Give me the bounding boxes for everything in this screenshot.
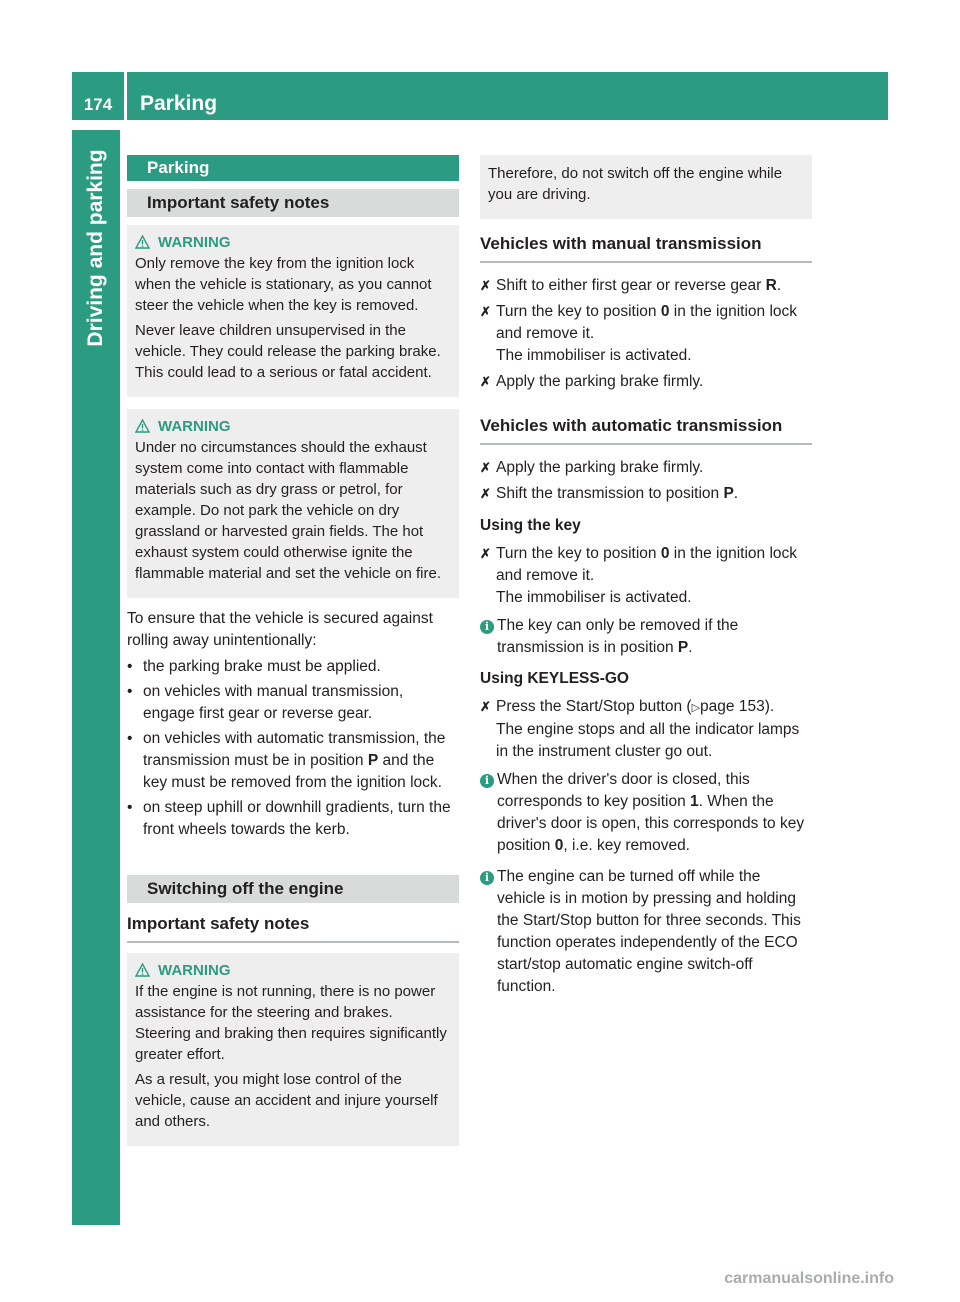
step-item: ✗ Apply the parking brake firmly.: [480, 457, 812, 479]
warning-text: Never leave children unsupervised in the vehicle. They could release the parking brake. This could lead to a serious or fatal accident.: [135, 322, 441, 381]
intro-text: To ensure that the vehicle is secured against rolling away unintentionally:: [127, 610, 433, 649]
warning-box-3: [127, 953, 459, 1146]
warning-triangle-icon: [135, 419, 150, 433]
step-arrow-icon: ✗: [480, 699, 491, 714]
chapter-tab-label: Driving and parking: [84, 148, 107, 347]
heading-automatic-transmission: Vehicles with automatic transmission: [480, 415, 812, 445]
warning-box-1: [127, 225, 459, 397]
warning-label: WARNING: [158, 234, 231, 251]
warning-triangle-icon: [135, 235, 150, 249]
heading-keyless-go: Using KEYLESS-GO: [480, 670, 629, 687]
heading-manual-transmission: Vehicles with manual transmission: [480, 233, 812, 263]
page-ref-arrow-icon: ▷: [691, 702, 701, 714]
info-icon: i: [480, 774, 494, 788]
warning-text: Under no circumstances should the exhaust system come into contact with flammable materials such as dry grass or petrol, for example. Do not park the vehicle on dry grassland or harvested grain fields. The hot exhaust system could otherwise ignite the flammable material and set the vehicle on fire.: [135, 439, 441, 582]
bullet-icon: •: [127, 799, 133, 816]
step-item: ✗ Shift the transmission to position P.: [480, 483, 812, 505]
warning-heading: [135, 417, 451, 437]
warning-text: If the engine is not running, there is no power assistance for the steering and brakes. Steering and braking then requires significantly greater effort.: [135, 983, 447, 1063]
left-column: [127, 155, 459, 1146]
list-item: • on steep uphill or downhill gradients, turn the front wheels towards the kerb.: [127, 797, 459, 841]
watermark: carmanualsonline.info: [724, 1270, 894, 1287]
list-item: • the parking brake must be applied.: [127, 656, 459, 678]
warning-triangle-icon: [135, 963, 150, 977]
warning-label: WARNING: [158, 962, 231, 979]
list-item: • on vehicles with manual transmission, engage first gear or reverse gear.: [127, 681, 459, 725]
heading-using-key: Using the key: [480, 517, 581, 534]
step-item: ✗ Turn the key to position 0 in the ignition lock and remove it. The immobiliser is activated.: [480, 543, 812, 609]
step-arrow-icon: ✗: [480, 304, 491, 319]
step-item: ✗ Shift to either first gear or reverse gear R.: [480, 275, 812, 297]
section-title-parking: Parking: [127, 155, 459, 181]
warning-heading: [135, 961, 451, 981]
page-reference-link[interactable]: page 153: [700, 698, 765, 715]
subsection-title-safety: Important safety notes: [127, 189, 459, 217]
step-arrow-icon: ✗: [480, 374, 491, 389]
step-item: ✗ Turn the key to position 0 in the ignition lock and remove it. The immobiliser is activated.: [480, 301, 812, 367]
warning-text: Only remove the key from the ignition lock when the vehicle is stationary, as you cannot steer the vehicle when the key is removed.: [135, 255, 432, 314]
right-column: [480, 155, 812, 1007]
warning-text: As a result, you might lose control of the vehicle, cause an accident and injure yourself and others.: [135, 1071, 438, 1130]
info-note: i The key can only be removed if the transmission is in position P.: [480, 615, 812, 659]
header-divider: [124, 72, 127, 120]
warning-text: Therefore, do not switch off the engine while you are driving.: [488, 165, 783, 203]
bullet-icon: •: [127, 683, 133, 700]
warning-heading: [135, 233, 451, 253]
step-item: ✗ Apply the parking brake firmly.: [480, 371, 812, 393]
page-title: Parking: [140, 92, 218, 115]
heading-safety-notes: Important safety notes: [127, 913, 459, 943]
warning-box-2: [127, 409, 459, 598]
bullet-icon: •: [127, 658, 133, 675]
info-note: i The engine can be turned off while the vehicle is in motion by pressing and holding the Start/Stop button for three seconds. This function operates independently of the ECO start/stop automatic engine switch-off function.: [480, 866, 812, 998]
info-icon: i: [480, 620, 494, 634]
step-arrow-icon: ✗: [480, 278, 491, 293]
warning-box-continued: [480, 155, 812, 219]
bullet-icon: •: [127, 730, 133, 747]
step-item: ✗ Press the Start/Stop button (▷page 153). The engine stops and all the indicator lamps in the instrument cluster go out.: [480, 696, 812, 763]
section-title-switching-off: Switching off the engine: [127, 875, 459, 903]
info-icon: i: [480, 871, 494, 885]
step-arrow-icon: ✗: [480, 546, 491, 561]
step-arrow-icon: ✗: [480, 486, 491, 501]
list-item: • on vehicles with automatic transmission, the transmission must be in position P and the key must be removed from the ignition lock.: [127, 728, 459, 794]
info-note: i When the driver's door is closed, this corresponds to key position 1. When the driver's door is open, this corresponds to key position 0, i.e. key removed.: [480, 769, 812, 857]
page-number: 174: [83, 95, 113, 114]
chapter-tab-label-box: [72, 130, 120, 365]
step-arrow-icon: ✗: [480, 460, 491, 475]
warning-label: WARNING: [158, 418, 231, 435]
